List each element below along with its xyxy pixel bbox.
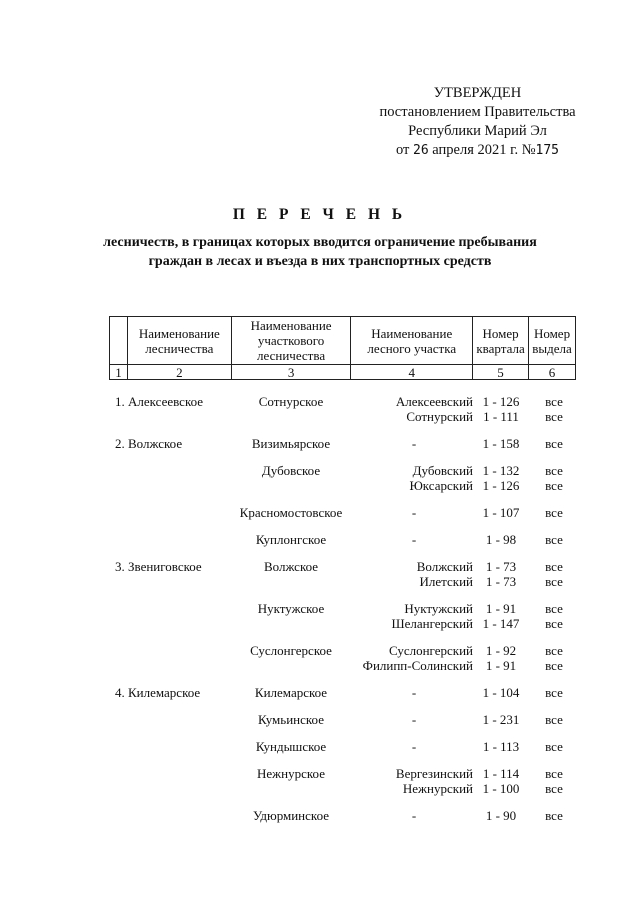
approval-day: 26 [413,143,429,158]
table-row [109,394,576,410]
district-name: Красномостовское [239,505,343,520]
header-quarter: Номер квартала [473,317,529,365]
district-name: Суслонгерское [250,643,332,658]
quarter-range: 1 - 113 [482,739,520,754]
table-row [109,559,576,575]
approval-date-middle: апреля 2021 г. № [432,142,536,158]
table-row [109,658,576,674]
table-row [109,712,576,728]
quarter-range: 1 - 114 [482,766,520,781]
header-forestry: Наименование лесничества [127,317,231,365]
plot-name: Дубовский [412,463,473,478]
column-number: 2 [127,365,231,380]
table-row [109,739,576,755]
quarter-range: 1 - 90 [485,808,517,823]
section-value: все [545,505,563,520]
quarter-range: 1 - 158 [482,436,520,451]
quarter-range: 1 - 92 [485,643,517,658]
plot-name: - [411,712,417,727]
column-number: 5 [473,365,529,380]
quarter-range: 1 - 73 [485,559,517,574]
district-name: Килемарское [254,685,328,700]
table-row [109,781,576,797]
plot-name: - [411,808,417,823]
section-value: все [545,463,563,478]
forestry-name: 2. Волжское [115,436,183,451]
approval-line1: постановлением Правительства [379,104,576,120]
subtitle-line2: граждан в лесах и въезда в них транспортных средств [148,254,492,269]
document-title: П Е Р Е Ч Е Н Ь [232,206,407,223]
plot-name: Сотнурский [406,409,473,424]
section-value: все [545,409,563,424]
approval-line2: Республики Марий Эл [408,123,547,139]
district-name: Кумьинское [258,712,324,727]
approval-block [370,84,585,160]
plot-name: Шелангерский [391,616,473,631]
section-value: все [545,808,563,823]
table-row [109,436,576,452]
table-row [109,505,576,521]
table-row [109,616,576,632]
quarter-range: 1 - 126 [482,394,520,409]
table-row [109,685,576,701]
section-value: все [545,643,563,658]
table-header [109,316,576,380]
quarter-range: 1 - 98 [485,532,517,547]
approval-date [370,141,585,160]
quarter-range: 1 - 104 [482,685,520,700]
approval-title: УТВЕРЖДЕН [433,85,522,101]
plot-name: Вергезинский [395,766,473,781]
table-row [109,643,576,659]
section-value: все [545,478,563,493]
column-number: 3 [231,365,351,380]
header-section: Номер выдела [529,317,576,365]
quarter-range: 1 - 91 [485,601,517,616]
header-district: Наименование участкового лесничества [231,317,351,365]
table-row [109,601,576,617]
table-row [109,766,576,782]
district-name: Волжское [263,559,319,574]
plot-name: - [411,505,417,520]
plot-name: Нежнурский [402,781,473,796]
plot-name: Филипп-Солинский [362,658,473,673]
plot-name: Юксарский [409,478,473,493]
quarter-range: 1 - 107 [482,505,520,520]
quarter-range: 1 - 231 [482,712,520,727]
quarter-range: 1 - 73 [485,574,517,589]
plot-name: Нуктужский [404,601,473,616]
section-value: все [545,781,563,796]
quarter-range: 1 - 111 [483,409,519,424]
section-value: все [545,394,563,409]
district-name: Удюрминское [252,808,329,823]
plot-name: Волжский [416,559,473,574]
quarter-range: 1 - 132 [482,463,520,478]
quarter-range: 1 - 91 [485,658,517,673]
column-number: 4 [351,365,473,380]
column-number: 6 [529,365,576,380]
section-value: все [545,436,563,451]
section-value: все [545,739,563,754]
plot-name: - [411,685,417,700]
quarter-range: 1 - 126 [482,478,520,493]
column-number: 1 [110,365,128,380]
plot-name: Суслонгерский [389,643,473,658]
approval-number: 175 [535,143,560,158]
district-name: Дубовское [261,463,321,478]
table-row [109,463,576,479]
document-subtitle [90,233,550,271]
section-value: все [545,559,563,574]
section-value: все [545,574,563,589]
district-name: Нежнурское [257,766,325,781]
quarter-range: 1 - 100 [482,781,520,796]
forestry-name: 1. Алексеевское [115,394,204,409]
section-value: все [545,532,563,547]
forestry-name: 4. Килемарское [115,685,201,700]
table-row [109,478,576,494]
quarter-range: 1 - 147 [482,616,520,631]
header-plot: Наименование лесного участка [351,317,473,365]
district-name: Куплонгское [255,532,327,547]
district-name: Нуктужское [257,601,325,616]
subtitle-line1: лесничеств, в границах которых вводится ограничение пребывания [103,235,537,250]
approval-date-prefix: от [395,142,410,158]
section-value: все [545,712,563,727]
section-value: все [545,616,563,631]
section-value: все [545,685,563,700]
table-row [109,409,576,425]
plot-name: Алексеевский [395,394,473,409]
section-value: все [545,601,563,616]
header-cell-1 [110,317,128,365]
forestry-name: 3. Звениговское [115,559,202,574]
district-name: Сотнурское [258,394,324,409]
plot-name: - [411,532,417,547]
table-row [109,532,576,548]
plot-name: - [411,739,417,754]
section-value: все [545,658,563,673]
section-value: все [545,766,563,781]
table-row [109,574,576,590]
table-row [109,808,576,824]
plot-name: - [411,436,417,451]
district-name: Визимьярское [251,436,331,451]
plot-name: Илетский [419,574,473,589]
district-name: Кундышское [255,739,327,754]
